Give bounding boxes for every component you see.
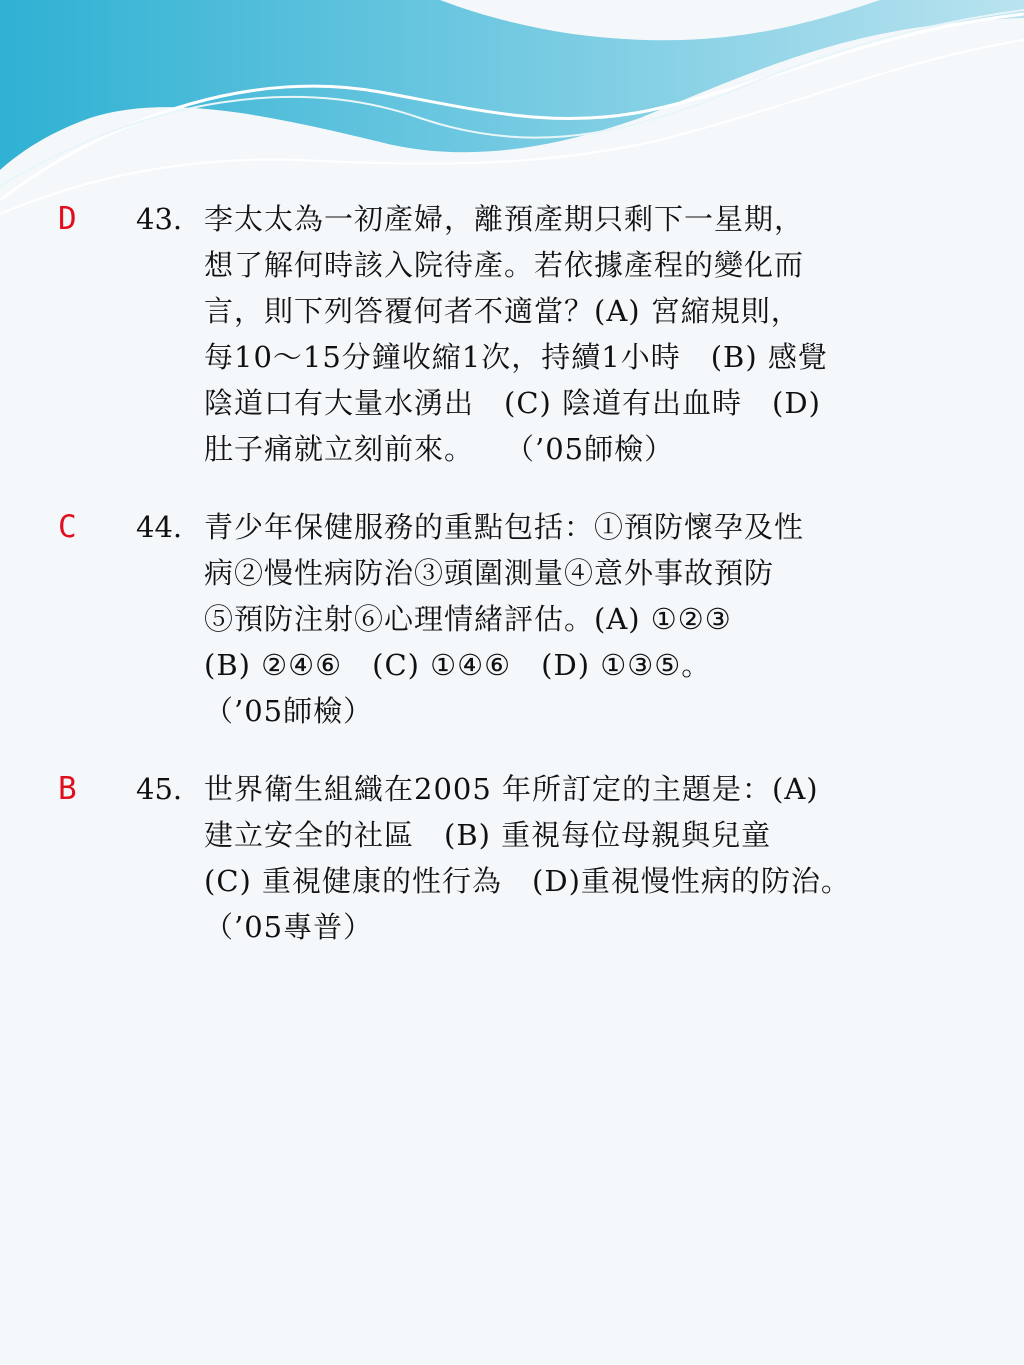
answer-key: D bbox=[58, 201, 77, 237]
question-line: (B) ②④⑥ (C) ①④⑥ (D) ①③⑤。 bbox=[204, 648, 712, 682]
question-line: 每10～15分鐘收縮1次，持續1小時 (B) 感覺 bbox=[204, 340, 828, 374]
header-wave-decoration bbox=[0, 0, 1024, 220]
question-line: (C) 重視健康的性行為 (D)重視慢性病的防治。 bbox=[204, 864, 851, 898]
question-line: 言，則下列答覆何者不適當？(A) 宮縮規則， bbox=[204, 294, 801, 328]
question-43 bbox=[0, 196, 1024, 472]
question-number: 43. bbox=[136, 202, 183, 236]
question-number: 45. bbox=[136, 772, 183, 806]
question-line: 肚子痛就立刻前來。 （’05師檢） bbox=[204, 432, 675, 466]
question-text bbox=[204, 196, 1012, 472]
question-line: （’05師檢） bbox=[204, 694, 374, 728]
question-text bbox=[204, 766, 1012, 950]
question-line: 建立安全的社區 (B) 重視每位母親與兒童 bbox=[204, 818, 772, 852]
question-line: ⑤預防注射⑥心理情緒評估。(A) ①②③ bbox=[204, 602, 732, 636]
answer-key: C bbox=[58, 509, 77, 545]
question-number: 44. bbox=[136, 510, 183, 544]
question-44 bbox=[0, 504, 1024, 734]
question-45 bbox=[0, 766, 1024, 950]
question-text bbox=[204, 504, 1012, 734]
question-line: 世界衛生組織在2005 年所訂定的主題是：(A) bbox=[204, 772, 819, 806]
question-line: 青少年保健服務的重點包括：①預防懷孕及性 bbox=[204, 510, 805, 544]
question-list bbox=[0, 196, 1024, 950]
answer-key: B bbox=[58, 771, 77, 807]
question-line: 病②慢性病防治③頭圍測量④意外事故預防 bbox=[204, 556, 775, 590]
question-line: 李太太為一初產婦，離預產期只剩下一星期， bbox=[204, 202, 805, 236]
question-line: 想了解何時該入院待產。若依據產程的變化而 bbox=[204, 248, 805, 282]
question-line: （’05專普） bbox=[204, 910, 374, 944]
question-line: 陰道口有大量水湧出 (C) 陰道有出血時 (D) bbox=[204, 386, 821, 420]
